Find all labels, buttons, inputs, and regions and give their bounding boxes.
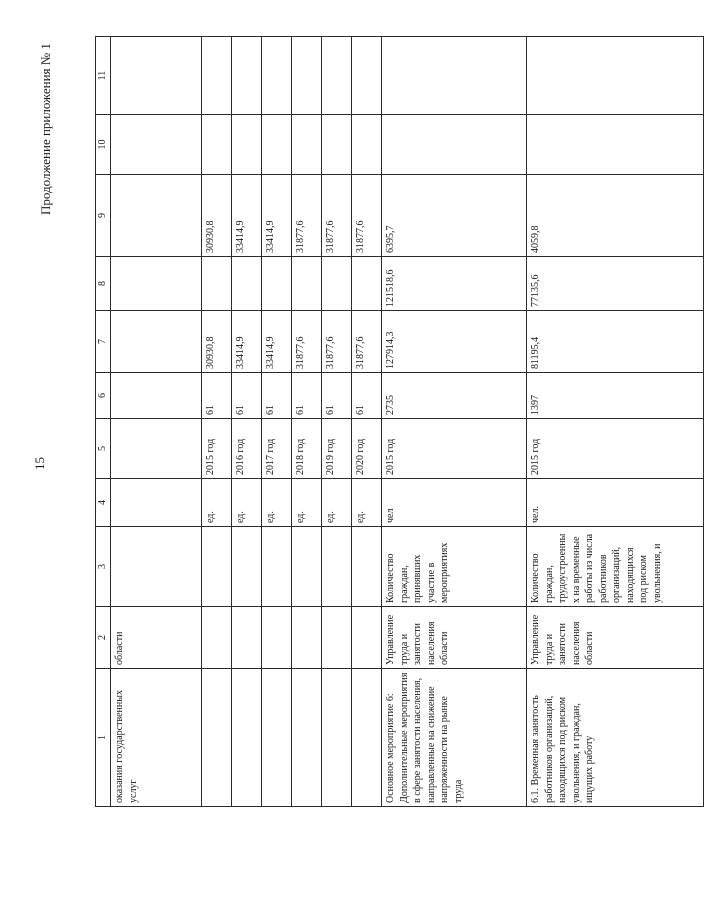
table-cell-col-6: 61 [292,373,322,419]
table-cell-col-8 [232,257,262,311]
table-row [262,37,292,807]
table-cell-col-1 [262,669,292,807]
table-cell-col-8 [322,257,352,311]
table-cell-col-9: 31877,6 [352,175,382,257]
col-num: 7 [96,311,111,373]
table-cell-col-2 [202,607,232,669]
table-cell-col-3 [322,527,352,607]
table-cell-col-1 [202,669,232,807]
table-cell-col-1 [232,669,262,807]
table-cell-col-4: ед. [322,479,352,527]
table-row [111,37,202,807]
table-cell-col-11 [292,37,322,115]
table-cell-col-2: Управление труда и занятости населения области [382,607,527,669]
table-cell-col-10 [232,115,262,175]
table-cell-col-9: 31877,6 [322,175,352,257]
table-cell-col-11 [352,37,382,115]
table-cell-col-2 [322,607,352,669]
column-number-row [96,37,111,807]
table-cell-col-11 [262,37,292,115]
table-cell-col-6: 1397 [527,373,704,419]
table-cell-col-7: 31877,6 [292,311,322,373]
table-cell-col-8: 77135,6 [527,257,704,311]
table-cell-col-4: ед. [352,479,382,527]
table-cell-col-11 [232,37,262,115]
table-cell-col-11 [527,37,704,115]
table-cell-col-2 [292,607,322,669]
continuation-note: Продолжение приложения № 1 [38,43,53,215]
table-cell-col-6: 61 [352,373,382,419]
table-cell-col-5: 2015 год [527,419,704,479]
table-cell-col-1 [292,669,322,807]
table-cell-col-6: 2735 [382,373,527,419]
table-cell-col-6: 61 [322,373,352,419]
table-row [232,37,262,807]
table-cell-col-1: 6.1. Временная занятость работников организаций, находящихся под риском увольнения, и граждан, ищущих работу [527,669,704,807]
table-cell-col-10 [382,115,527,175]
table-cell-col-3 [232,527,262,607]
table-row [527,37,704,807]
table-cell-col-4: чел [382,479,527,527]
table-cell-col-1: оказания государственных услуг [111,669,202,807]
table-cell-col-5: 2020 год [352,419,382,479]
table-cell-col-8 [262,257,292,311]
col-num: 5 [96,419,111,479]
table-cell-col-11 [111,37,202,115]
table-cell-col-3 [352,527,382,607]
table-cell-col-10 [111,115,202,175]
table-cell-col-8: 121518,6 [382,257,527,311]
table-row [292,37,322,807]
table-cell-col-9 [111,175,202,257]
table-cell-col-7: 33414,9 [262,311,292,373]
table-cell-col-3 [111,527,202,607]
table-cell-col-7: 81195,4 [527,311,704,373]
table-body [96,37,704,807]
table-cell-col-5: 2016 год [232,419,262,479]
col-num: 10 [96,115,111,175]
table-cell-col-7: 31877,6 [322,311,352,373]
table-cell-col-2: Управление труда и занятости населения области [527,607,704,669]
table-cell-col-4: ед. [262,479,292,527]
table-cell-col-7: 33414,9 [232,311,262,373]
table-cell-col-1 [322,669,352,807]
table-cell-col-3: Количество граждан, трудоустроенных на временные работы из числа работников организаций, находящихся под риском увольнения, и [527,527,704,607]
table-cell-col-5: 2015 год [382,419,527,479]
table-cell-col-1: Основное мероприятие 6: Дополнительные мероприятия в сфере занятости населения, направленные на снижение напряженности на рынке труда [382,669,527,807]
table-cell-col-4: ед. [292,479,322,527]
table-cell-col-11 [382,37,527,115]
table-cell-col-8 [292,257,322,311]
table-cell-col-9: 33414,9 [262,175,292,257]
table-cell-col-10 [262,115,292,175]
rotated-table-area [95,37,663,807]
table-cell-col-11 [322,37,352,115]
col-num: 1 [96,669,111,807]
table-cell-col-10 [352,115,382,175]
col-num: 8 [96,257,111,311]
table-cell-col-9: 4059,8 [527,175,704,257]
table-cell-col-4: ед. [202,479,232,527]
table-cell-col-10 [527,115,704,175]
table-cell-col-7: 31877,6 [352,311,382,373]
table-cell-col-5 [111,419,202,479]
col-num: 9 [96,175,111,257]
table-cell-col-9: 30930,8 [202,175,232,257]
table-cell-col-1 [352,669,382,807]
page-number: 15 [32,457,47,470]
data-table [95,36,704,807]
table-cell-col-5: 2019 год [322,419,352,479]
table-cell-col-3 [262,527,292,607]
table-cell-col-6: 61 [202,373,232,419]
table-cell-col-6 [111,373,202,419]
table-cell-col-3 [202,527,232,607]
table-cell-col-5: 2018 год [292,419,322,479]
table-cell-col-3: Количество граждан, принявших участие в мероприятиях [382,527,527,607]
table-row [202,37,232,807]
col-num: 11 [96,37,111,115]
table-cell-col-10 [202,115,232,175]
table-cell-col-2: области [111,607,202,669]
table-cell-col-6: 61 [232,373,262,419]
table-cell-col-8 [352,257,382,311]
table-cell-col-8 [202,257,232,311]
table-row [352,37,382,807]
table-cell-col-6: 61 [262,373,292,419]
table-cell-col-9: 31877,6 [292,175,322,257]
table-cell-col-10 [322,115,352,175]
table-cell-col-4: чел. [527,479,704,527]
table-cell-col-7: 30930,8 [202,311,232,373]
table-cell-col-5: 2017 год [262,419,292,479]
table-cell-col-9: 33414,9 [232,175,262,257]
table-row [382,37,527,807]
col-num: 4 [96,479,111,527]
table-cell-col-5: 2015 год [202,419,232,479]
table-cell-col-10 [292,115,322,175]
table-row [322,37,352,807]
table-cell-col-3 [292,527,322,607]
table-cell-col-4 [111,479,202,527]
table-cell-col-7 [111,311,202,373]
table-cell-col-7: 127914,3 [382,311,527,373]
table-cell-col-8 [111,257,202,311]
table-cell-col-2 [262,607,292,669]
col-num: 2 [96,607,111,669]
table-cell-col-11 [202,37,232,115]
table-cell-col-2 [352,607,382,669]
table-cell-col-4: ед. [232,479,262,527]
col-num: 6 [96,373,111,419]
table-cell-col-9: 6395,7 [382,175,527,257]
table-cell-col-2 [232,607,262,669]
col-num: 3 [96,527,111,607]
